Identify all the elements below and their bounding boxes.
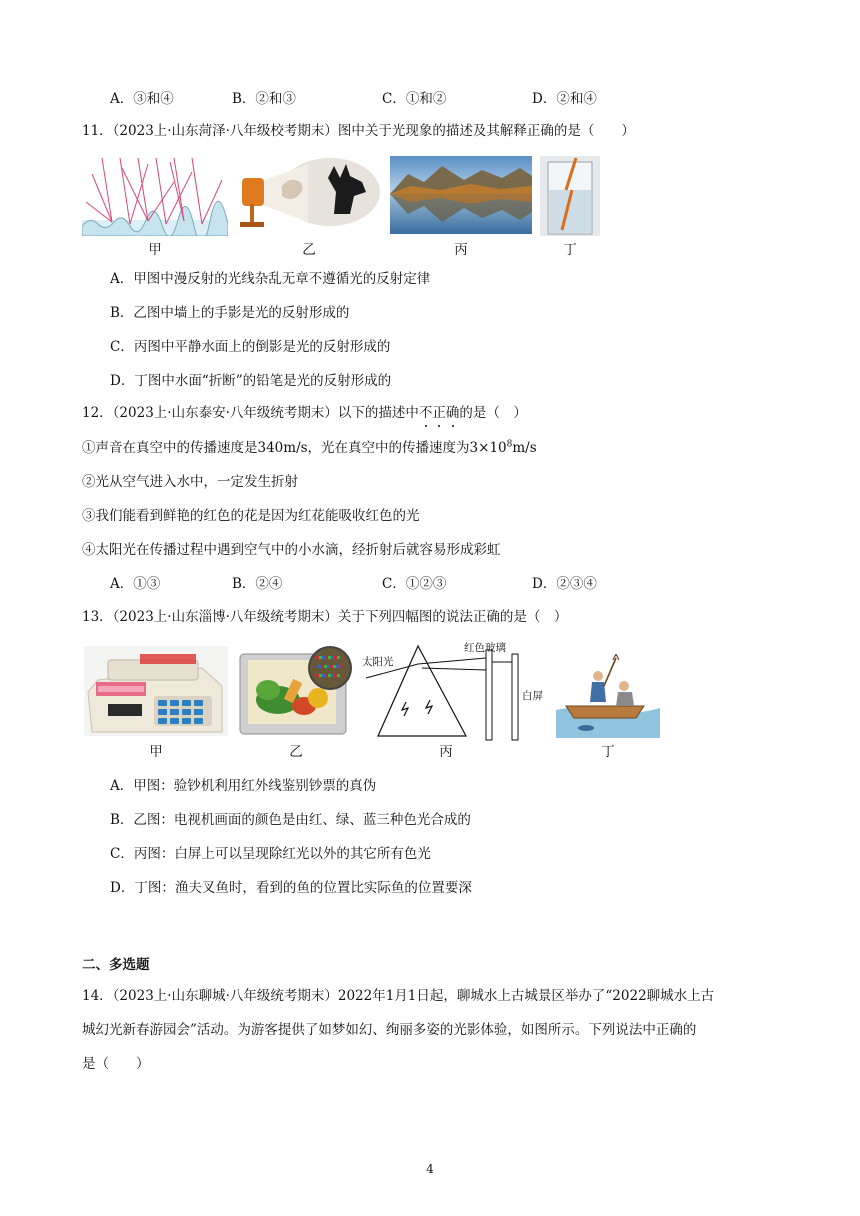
- q12-statement-2: ②光从空气进入水中，一定发生折射: [82, 474, 298, 490]
- q12-emph-1: 不: [418, 405, 433, 421]
- section-title-multi-choice: 二、多选题: [82, 957, 150, 973]
- q14-line-2: 城幻光新春游园会”活动。为游客提供了如梦如幻、绚丽多姿的光影体验，如图所示。下列说法中正确的: [82, 1022, 697, 1038]
- q11-caption-ding: 丁: [563, 242, 577, 258]
- q13-caption-bing: 丙: [439, 744, 453, 760]
- q13-label-red-glass: 红色玻璃: [464, 642, 506, 654]
- q12-emph-3: 确: [445, 405, 460, 421]
- q13-label-sunlight: 太阳光: [362, 656, 394, 668]
- q10-option-d: D．②和④: [532, 91, 597, 107]
- q11-option-d: D．丁图中水面“折断”的铅笔是光的反射形成的: [110, 373, 392, 389]
- q12-statement-1-unit: m/s: [512, 440, 537, 456]
- q11-figure-jia: [82, 154, 228, 236]
- q10-option-b: B．②和③: [232, 91, 296, 107]
- q11-option-c: C．丙图中平静水面上的倒影是光的反射形成的: [110, 339, 391, 355]
- q13-option-c: C．丙图：白屏上可以呈现除红光以外的其它所有色光: [110, 846, 431, 862]
- q12-statement-3: ③我们能看到鲜艳的红色的花是因为红花能吸收红色的光: [82, 508, 420, 524]
- q13-stem: 13．（2023上·山东淄博·八年级统考期末）关于下列四幅图的说法正确的是（ ）: [82, 609, 568, 625]
- page-number: 4: [426, 1162, 434, 1176]
- q13-figure-ding: [556, 654, 660, 738]
- q11-option-b: B．乙图中墙上的手影是光的反射形成的: [110, 305, 350, 321]
- q13-option-b: B．乙图：电视机画面的颜色是由红、绿、蓝三种色光合成的: [110, 812, 471, 828]
- q11-option-a: A．甲图中漫反射的光线杂乱无章不遵循光的反射定律: [110, 271, 431, 287]
- q12-statement-4: ④太阳光在传播过程中遇到空气中的小水滴，经折射后就容易形成彩虹: [82, 542, 501, 558]
- q11-figure-ding: [540, 156, 600, 236]
- q12-stem: [82, 404, 527, 422]
- q13-figure-yi: [238, 646, 354, 736]
- q12-statement-1: [82, 439, 537, 457]
- q10-option-a: A．③和④: [110, 91, 174, 107]
- q11-caption-jia: 甲: [148, 242, 162, 258]
- q13-label-white-screen: 白屏: [522, 690, 543, 702]
- q14-line-1: 14．（2023上·山东聊城·八年级统考期末）2022年1月1日起，聊城水上古城景区举办了“2022聊城水上古: [82, 988, 715, 1004]
- q12-option-a: A．①③: [110, 576, 161, 592]
- q12-option-c: C．①②③: [382, 576, 447, 592]
- q14-line-3: 是（ ）: [82, 1056, 150, 1072]
- q12-statement-1-text: ①声音在真空中的传播速度是340m/s，光在真空中的传播速度为3×10: [82, 440, 507, 456]
- q12-emph-2: 正: [432, 405, 446, 421]
- q12-option-b: B．②④: [232, 576, 283, 592]
- q11-caption-yi: 乙: [302, 242, 316, 258]
- q10-option-c: C．①和②: [382, 91, 447, 107]
- q13-figure-jia: [84, 646, 228, 736]
- q11-figure-bing: [390, 156, 532, 234]
- q11-caption-bing: 丙: [454, 242, 468, 258]
- q13-option-a: A．甲图：验钞机利用红外线鉴别钞票的真伪: [110, 778, 377, 794]
- q13-caption-ding: 丁: [601, 744, 615, 760]
- q11-stem: 11．（2023上·山东菏泽·八年级校考期末）图中关于光现象的描述及其解释正确的是（ ）: [82, 123, 635, 139]
- q12-stem-prefix: 12．（2023上·山东泰安·八年级统考期末）以下的描述中: [82, 405, 419, 421]
- q11-figure-yi: [238, 156, 380, 230]
- q12-statement-1-sup: 8: [506, 439, 513, 450]
- q12-stem-suffix: 的是（ ）: [459, 405, 527, 421]
- q13-option-d: D．丁图：渔夫叉鱼时，看到的鱼的位置比实际鱼的位置要深: [110, 880, 472, 896]
- q12-option-d: D．②③④: [532, 576, 597, 592]
- q13-caption-jia: 甲: [149, 744, 163, 760]
- q13-caption-yi: 乙: [289, 744, 303, 760]
